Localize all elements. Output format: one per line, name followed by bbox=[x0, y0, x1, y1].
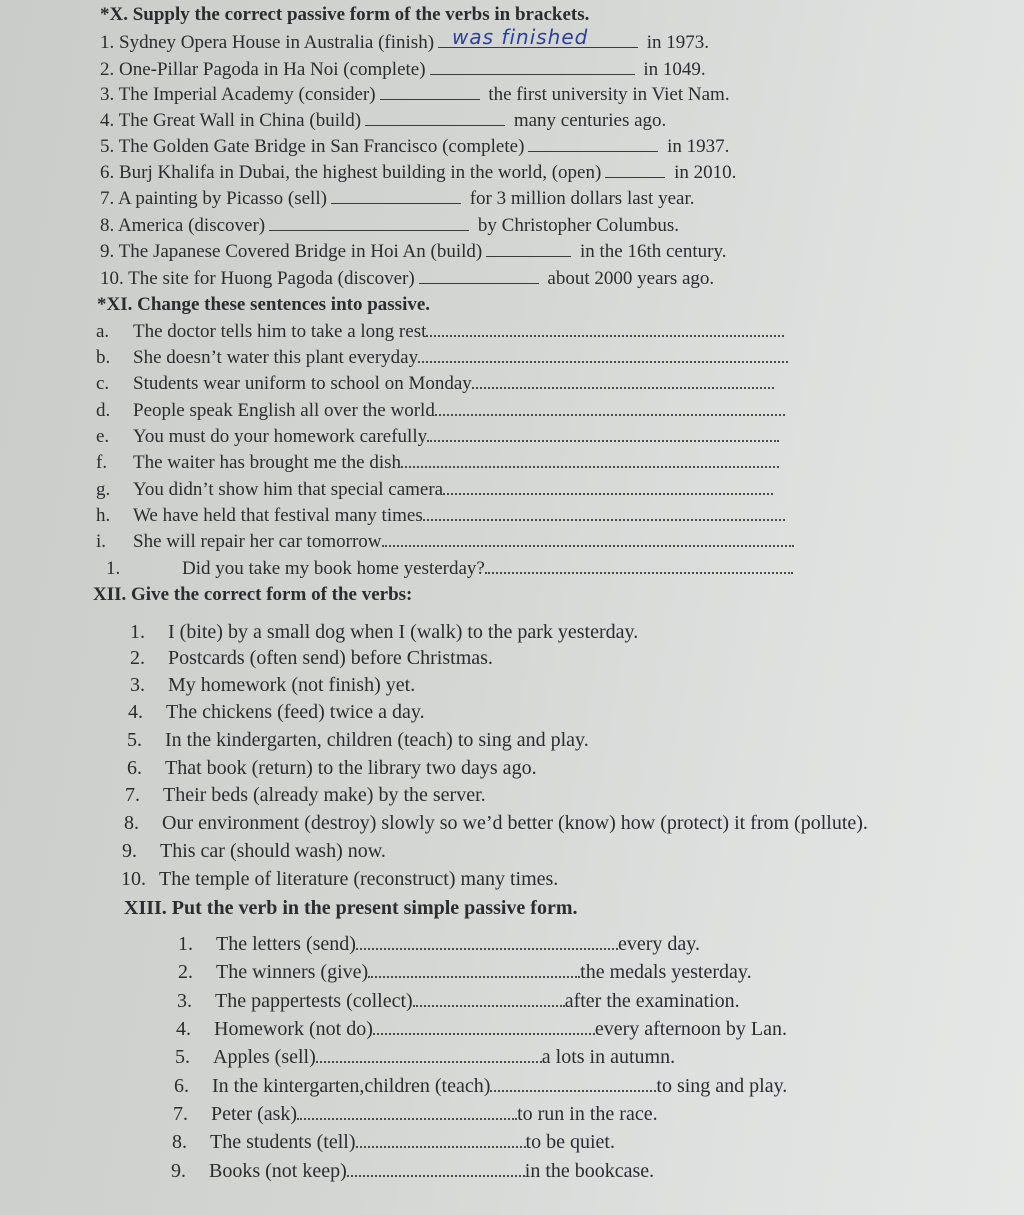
item-text: She will repair her car tomorrow bbox=[133, 531, 382, 552]
item-number: 5. bbox=[127, 729, 142, 751]
answer-blank[interactable] bbox=[380, 81, 480, 100]
sec10-item-6 bbox=[100, 159, 736, 185]
item-text: People speak English all over the world bbox=[133, 400, 435, 421]
section-10-title: *X. Supply the correct passive form of the verbs in brackets. bbox=[100, 4, 590, 25]
item-tail: in 1937. bbox=[667, 136, 730, 157]
section-12-title: XII. Give the correct form of the verbs: bbox=[93, 584, 413, 605]
sec11-item-i bbox=[96, 529, 794, 554]
item-number: 4. bbox=[128, 701, 143, 723]
item-text: Our environment (destroy) slowly so we’d better (know) how (protect) it from (pollute). bbox=[162, 812, 868, 834]
item-text: We have held that festival many times bbox=[133, 505, 423, 526]
item-tail: after the examination. bbox=[564, 990, 740, 1012]
sec12-item-1 bbox=[130, 620, 638, 644]
item-text: In the kindergarten, children (teach) to sing and play. bbox=[165, 729, 589, 751]
item-number: 9. bbox=[122, 840, 137, 862]
sec10-item-9 bbox=[100, 238, 726, 264]
item-tail: by Christopher Columbus. bbox=[477, 215, 679, 236]
sec10-item-2 bbox=[100, 56, 706, 82]
item-tail: many centuries ago. bbox=[513, 110, 667, 131]
item-label: h. bbox=[96, 505, 111, 526]
sec13-item-9 bbox=[171, 1159, 654, 1183]
item-text: The doctor tells him to take a long rest bbox=[133, 321, 427, 342]
item-label: d. bbox=[96, 400, 111, 421]
item-number: 9. bbox=[171, 1160, 186, 1182]
answer-dots[interactable] bbox=[382, 529, 794, 547]
item-text: She doesn’t water this plant everyday bbox=[133, 347, 419, 368]
item-text: 9. The Japanese Covered Bridge in Hoi An (build) bbox=[100, 241, 483, 262]
item-number: 8. bbox=[124, 812, 139, 834]
item-text: The pappertests (collect) bbox=[215, 990, 413, 1012]
item-label: g. bbox=[96, 479, 111, 500]
item-number: 1. bbox=[178, 933, 193, 955]
sec11-item-e bbox=[96, 424, 779, 449]
item-text: Peter (ask) bbox=[211, 1103, 298, 1125]
answer-dots[interactable] bbox=[316, 1045, 542, 1063]
sec12-item-8 bbox=[124, 811, 868, 835]
item-label: f. bbox=[96, 452, 108, 473]
sec11-item-b bbox=[96, 345, 788, 370]
answer-dots[interactable] bbox=[423, 503, 785, 521]
item-tail: every day. bbox=[617, 933, 700, 955]
sec12-item-2 bbox=[130, 646, 493, 670]
answer-blank[interactable] bbox=[419, 265, 539, 284]
item-text: 2. One-Pillar Pagoda in Ha Noi (complete) bbox=[100, 59, 426, 80]
item-text: Homework (not do) bbox=[214, 1018, 373, 1040]
item-tail: the medals yesterday. bbox=[580, 961, 752, 983]
item-text: 5. The Golden Gate Bridge in San Francisco (complete) bbox=[100, 136, 525, 157]
sec13-item-5 bbox=[175, 1045, 675, 1069]
item-text: Students wear uniform to school on Monday bbox=[133, 373, 472, 394]
answer-dots[interactable] bbox=[472, 371, 774, 389]
sec12-item-4 bbox=[128, 700, 425, 724]
item-number: 7. bbox=[125, 784, 140, 806]
item-tail: in the bookcase. bbox=[524, 1160, 655, 1182]
sec11-item-a bbox=[96, 319, 784, 344]
answer-blank[interactable] bbox=[430, 56, 635, 75]
sec10-item-8 bbox=[100, 212, 679, 238]
item-text: The waiter has brought me the dish bbox=[133, 452, 402, 473]
answer-dots[interactable] bbox=[347, 1159, 525, 1177]
sec12-item-6 bbox=[127, 756, 537, 780]
sec10-item-10 bbox=[100, 265, 714, 291]
item-tail: in 1049. bbox=[643, 59, 706, 80]
item-text: The letters (send) bbox=[216, 933, 356, 955]
item-text: This car (should wash) now. bbox=[160, 840, 386, 862]
item-number: 6. bbox=[174, 1075, 189, 1097]
answer-blank[interactable] bbox=[528, 133, 658, 152]
item-number: 5. bbox=[175, 1046, 190, 1068]
item-tail: to sing and play. bbox=[656, 1075, 788, 1097]
sec12-item-3 bbox=[130, 673, 415, 697]
item-text: 10. The site for Huong Pagoda (discover) bbox=[100, 268, 415, 289]
answer-blank[interactable] bbox=[269, 212, 469, 231]
item-number: 6. bbox=[127, 757, 142, 779]
item-text: I (bite) by a small dog when I (walk) to the park yesterday. bbox=[168, 621, 639, 643]
item-text: 6. Burj Khalifa in Dubai, the highest building in the world, (open) bbox=[100, 162, 602, 183]
item-text: You must do your homework carefully bbox=[133, 426, 428, 447]
sec12-item-9 bbox=[122, 839, 386, 863]
item-label: e. bbox=[96, 426, 110, 447]
item-text: In the kintergarten,children (teach) bbox=[212, 1075, 491, 1097]
sec11-item-1 bbox=[106, 556, 793, 581]
answer-blank[interactable] bbox=[365, 107, 505, 126]
sec10-item-5 bbox=[100, 133, 729, 159]
item-tail: the first university in Viet Nam. bbox=[488, 84, 730, 105]
item-tail: for 3 million dollars last year. bbox=[469, 188, 695, 209]
answer-dots[interactable] bbox=[373, 1017, 595, 1035]
item-text: The temple of literature (reconstruct) many times. bbox=[159, 868, 559, 890]
item-text: 8. America (discover) bbox=[100, 215, 266, 236]
item-text: 7. A painting by Picasso (sell) bbox=[100, 188, 327, 209]
sec13-item-6 bbox=[174, 1074, 787, 1098]
item-tail: every afternoon by Lan. bbox=[594, 1018, 787, 1040]
sec11-item-f bbox=[96, 450, 779, 475]
item-number: 2. bbox=[130, 647, 145, 669]
answer-dots[interactable] bbox=[413, 989, 565, 1007]
sec10-item-4 bbox=[100, 107, 666, 133]
sec10-item-3 bbox=[100, 81, 730, 107]
item-text: Apples (sell) bbox=[213, 1046, 316, 1068]
sec12-item-7 bbox=[125, 783, 486, 807]
answer-dots[interactable] bbox=[435, 398, 785, 416]
sec13-item-1 bbox=[178, 932, 700, 956]
answer-dots[interactable] bbox=[427, 424, 779, 442]
item-tail: a lots in autumn. bbox=[541, 1046, 676, 1068]
answer-dots[interactable] bbox=[356, 1130, 526, 1148]
item-text: The students (tell) bbox=[210, 1131, 356, 1153]
sec11-item-c bbox=[96, 371, 774, 396]
sec13-item-2 bbox=[178, 960, 752, 984]
item-text: 3. The Imperial Academy (consider) bbox=[100, 84, 376, 105]
answer-dots[interactable] bbox=[443, 477, 773, 495]
item-text: Postcards (often send) before Christmas. bbox=[168, 647, 493, 669]
item-text: The winners (give) bbox=[216, 961, 369, 983]
handwritten-answer: was finished bbox=[452, 25, 589, 49]
item-number: 2. bbox=[178, 961, 193, 983]
answer-blank[interactable] bbox=[486, 238, 571, 257]
answer-dots[interactable] bbox=[297, 1102, 517, 1120]
sec10-item-1 bbox=[100, 25, 710, 55]
sec11-item-h bbox=[96, 503, 785, 528]
item-tail: in 2010. bbox=[674, 162, 737, 183]
item-number: 3. bbox=[177, 990, 192, 1012]
section-11-title: *XI. Change these sentences into passive. bbox=[97, 294, 431, 315]
item-label: i. bbox=[96, 531, 107, 552]
item-label: a. bbox=[96, 321, 110, 342]
answer-blank[interactable] bbox=[438, 25, 638, 49]
item-text: Did you take my book home yesterday? bbox=[182, 558, 485, 579]
item-tail: in the 16th century. bbox=[579, 241, 727, 262]
sec12-item-5 bbox=[127, 728, 589, 752]
sec13-item-4 bbox=[176, 1017, 787, 1041]
item-label: c. bbox=[96, 373, 110, 394]
item-tail: to be quiet. bbox=[525, 1131, 615, 1153]
item-text: That book (return) to the library two days ago. bbox=[165, 757, 537, 779]
sec12-item-10 bbox=[121, 867, 558, 891]
item-number: 8. bbox=[172, 1131, 187, 1153]
section-13-title: XIII. Put the verb in the present simple passive form. bbox=[124, 897, 578, 919]
item-text: Books (not keep) bbox=[209, 1160, 347, 1182]
item-number: 1. bbox=[130, 621, 145, 643]
answer-blank[interactable] bbox=[605, 159, 665, 178]
answer-dots[interactable] bbox=[490, 1074, 656, 1092]
item-number: 10. bbox=[121, 868, 146, 890]
item-text: You didn’t show him that special camera bbox=[133, 479, 444, 500]
answer-dots[interactable] bbox=[485, 556, 793, 574]
sec11-item-d bbox=[96, 398, 785, 423]
item-label: b. bbox=[96, 347, 111, 368]
sec13-item-3 bbox=[177, 989, 740, 1013]
answer-dots[interactable] bbox=[368, 960, 580, 978]
item-number: 4. bbox=[176, 1018, 191, 1040]
item-text: 4. The Great Wall in China (build) bbox=[100, 110, 362, 131]
item-number: 3. bbox=[130, 674, 145, 696]
item-text: The chickens (feed) twice a day. bbox=[166, 701, 425, 723]
answer-dots[interactable] bbox=[418, 345, 788, 363]
item-tail: to run in the race. bbox=[517, 1103, 658, 1125]
item-label: 1. bbox=[106, 558, 121, 579]
answer-blank[interactable] bbox=[331, 185, 461, 204]
item-number: 7. bbox=[173, 1103, 188, 1125]
sec13-item-8 bbox=[172, 1130, 615, 1154]
item-text: My homework (not finish) yet. bbox=[168, 674, 416, 696]
answer-dots[interactable] bbox=[356, 932, 618, 950]
item-text: 1. Sydney Opera House in Australia (finish) bbox=[100, 32, 435, 53]
item-tail: about 2000 years ago. bbox=[547, 268, 715, 289]
sec10-item-7 bbox=[100, 185, 694, 211]
answer-dots[interactable] bbox=[426, 319, 784, 337]
answer-dots[interactable] bbox=[401, 450, 779, 468]
sec11-item-g bbox=[96, 477, 773, 502]
sec13-item-7 bbox=[173, 1102, 658, 1126]
item-text: Their beds (already make) by the server. bbox=[163, 784, 486, 806]
item-tail: in 1973. bbox=[646, 32, 710, 53]
